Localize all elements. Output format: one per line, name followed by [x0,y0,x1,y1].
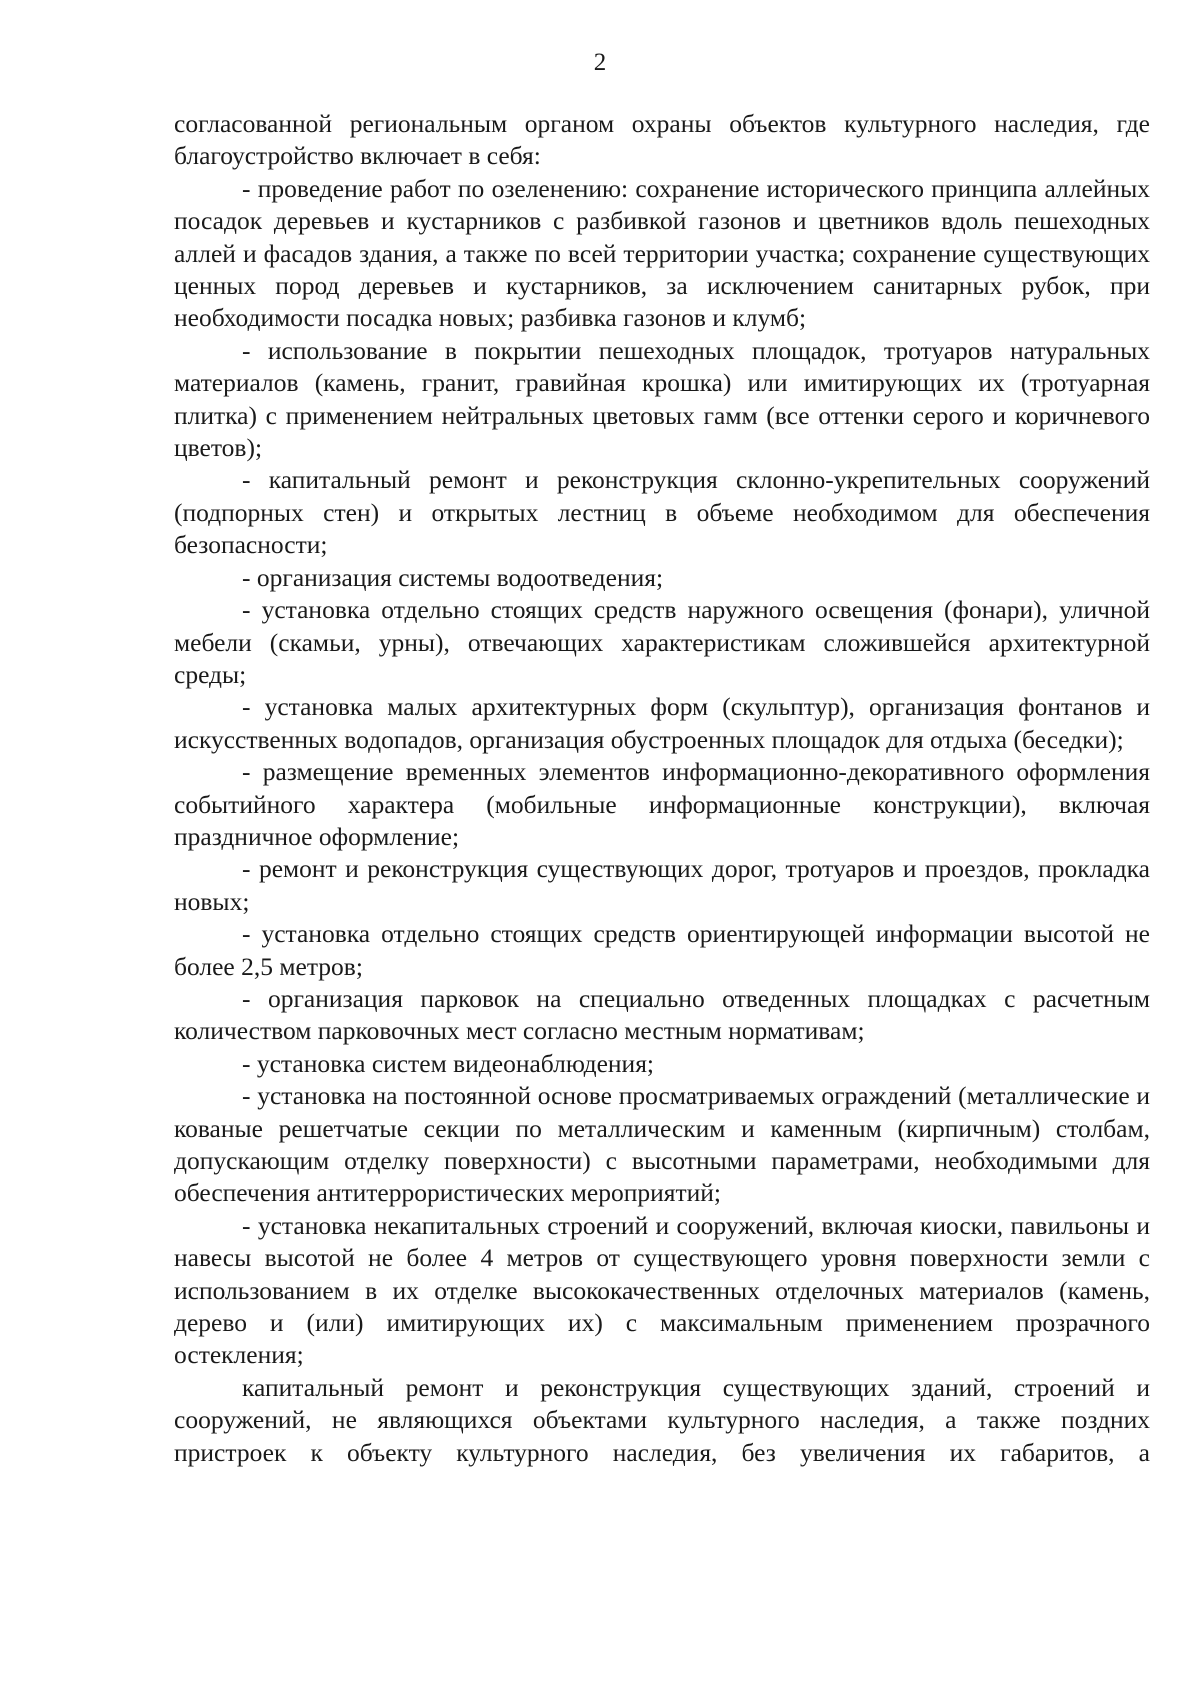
paragraph-roads: - ремонт и реконструкция существующих дорог, тротуаров и проездов, прокладка новых; [174,854,1150,916]
paragraph-greening: - проведение работ по озеленению: сохранение исторического принципа аллейных посадок деревьев и кустарников с разбивкой газонов и цветников вдоль пешеходных аллей и фасадов здания, а также по всей территории участка; сохранение существующих ценных пород деревьев и кустарников, за исключением санитарных рубок, при необходимости посадка новых; разбивка газонов и клумб; [174,173,1150,333]
body-text [174,108,1150,1469]
paragraph-wayfinding: - установка отдельно стоящих средств ориентирующей информации высотой не более 2,5 метров; [174,919,1150,981]
paragraph-small-forms: - установка малых архитектурных форм (скульптур), организация фонтанов и искусственных водопадов, организация обустроенных площадок для отдыха (беседки); [174,692,1150,754]
page-number: 2 [593,49,607,76]
paragraph-parking: - организация парковок на специально отведенных площадках с расчетным количеством парковочных мест согласно местным нормативам; [174,983,1150,1046]
paragraph-drainage: - организация системы водоотведения; [242,562,664,592]
paragraph-intro: согласованной региональным органом охраны объектов культурного наследия, где благоустройство включает в себя: [174,109,1150,171]
paragraph-kiosks: - установка некапитальных строений и сооружений, включая киоски, павильоны и навесы высотой не более 4 метров от существующего уровня поверхности земли с использованием в их отделке высококачественных отделочных материалов (камень, дерево и (или) имитирующих их) с максимальным применением прозрачного остекления; [174,1210,1150,1370]
paragraph-lighting-furniture: - установка отдельно стоящих средств наружного освещения (фонари), уличной мебели (скамьи, урны), отвечающих характеристикам сложившейся архитектурной среды; [174,595,1150,689]
paragraph-capital-repair: капитальный ремонт и реконструкция существующих зданий, строений и сооружений, не являющихся объектами культурного наследия, а также поздних пристроек к объекту культурного наследия, без увеличения их габаритов, а [174,1372,1150,1467]
paragraph-fences: - установка на постоянной основе просматриваемых ограждений (металлические и кованые решетчатые секции по металлическим и каменным (кирпичным) столбам, допускающим отделку поверхности) с высотными параметрами, необходимыми для обеспечения антитеррористических мероприятий; [174,1081,1150,1208]
paragraph-retaining-walls: - капитальный ремонт и реконструкция склонно-укрепительных сооружений (подпорных стен) и открытых лестниц в объеме необходимом для обеспечения безопасности; [174,465,1150,560]
paragraph-temporary-decor: - размещение временных элементов информационно-декоративного оформления событийного характера (мобильные информационные конструкции), включая праздничное оформление; [174,757,1150,851]
paragraph-paving: - использование в покрытии пешеходных площадок, тротуаров натуральных материалов (камень, гранит, гравийная крошка) или имитирующих их (тротуарная плитка) с применением нейтральных цветовых гамм (все оттенки серого и коричневого цветов); [174,335,1150,463]
paragraph-video-surveillance: - установка систем видеонаблюдения; [242,1048,655,1078]
